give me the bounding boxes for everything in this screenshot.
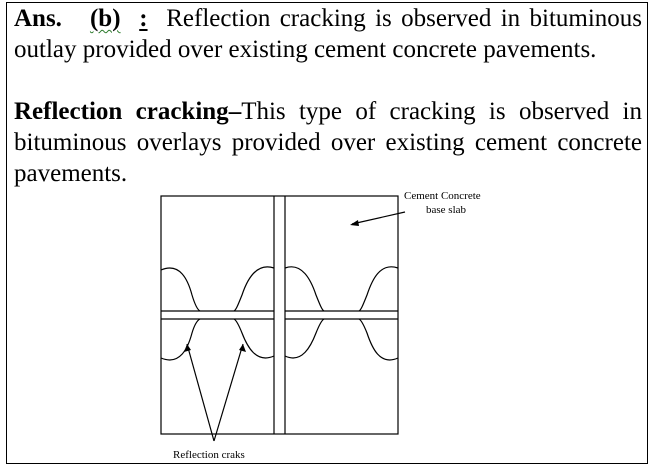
crack-top-right-outer (359, 267, 398, 311)
crack-bottom-right-inner (285, 319, 324, 358)
leader-line-slab (352, 212, 405, 224)
slab-label-line2: base slab (426, 204, 467, 216)
answer-option: (b) (89, 5, 121, 32)
explanation-text: This type of cracking is observed in bituminous overlays provided over existing cement concrete pavements. (14, 98, 642, 187)
crack-top-left-inner (234, 267, 274, 311)
crack-top-left-outer (161, 268, 200, 311)
arrow-head-crack-right (239, 344, 246, 352)
crack-top-right-inner (285, 267, 324, 311)
answer-label: Ans. (14, 5, 62, 32)
crack-bottom-left-outer (161, 319, 200, 360)
arrow-head-slab (350, 220, 359, 226)
leader-line-crack-left (187, 344, 214, 441)
answer-text: Reflection cracking is observed in bituminous outlay provided over existing cement concrete pavements. (14, 5, 643, 63)
explanation-dash: – (228, 98, 242, 125)
arrow-head-crack-left (184, 344, 191, 352)
crack-bottom-right-outer (359, 319, 398, 360)
cracks-label: Reflection craks (173, 449, 245, 461)
explanation-term: Reflection cracking (14, 98, 229, 125)
answer-colon: : (139, 5, 148, 32)
slab-label-line1: Cement Concrete (404, 190, 481, 202)
leader-line-crack-right (214, 344, 243, 441)
slab-outline (161, 196, 398, 434)
